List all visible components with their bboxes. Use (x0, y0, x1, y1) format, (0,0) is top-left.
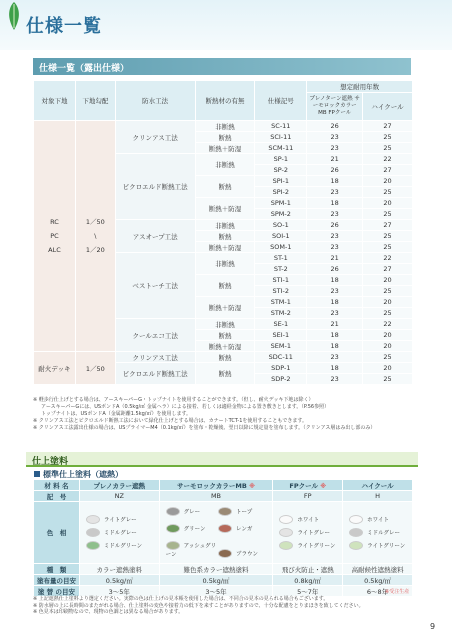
swatch (218, 549, 270, 558)
page-header (0, 0, 452, 50)
swatch-cell-3 (343, 502, 413, 564)
color-swatch-icon (349, 515, 363, 524)
color-swatch-icon (349, 541, 363, 550)
swatch-cell-0 (79, 502, 159, 564)
method-cell: ビクロエルド断熱工法 (115, 363, 195, 385)
row-label-amount: 塗布量の目安 (34, 575, 80, 586)
swatch-label: ホワイト (297, 517, 320, 524)
life-cell-a: 18 (307, 330, 363, 341)
paint-amount-1: 0.5kg/㎡ (159, 575, 273, 586)
paint-code-0: NZ (79, 491, 159, 502)
insulation-cell: 断熱＋防湿 (195, 198, 255, 220)
spec-table (33, 80, 413, 385)
code-cell: SCI-11 (255, 132, 307, 143)
header-col1: プレノターン遮熱 サーモロックカラーMB FPクール (307, 92, 363, 120)
code-cell: SPM-2 (255, 209, 307, 220)
page-number: 9 (430, 622, 436, 631)
square-bullet-icon (34, 471, 40, 477)
paint-amount-0: 0.5kg/㎡ (79, 575, 159, 586)
paint-kind-0: カラー遮熱塗料 (79, 564, 159, 575)
paint-kind-1: 難色系カラー遮熱塗料 (159, 564, 273, 575)
swatch-label: ライトグレー (297, 530, 331, 537)
life-cell-b: 25 (363, 308, 413, 319)
table-row (34, 352, 413, 363)
header-col2: ハイクール (363, 92, 413, 120)
note-line: ※ 上記遮熱仕上塗料より選定ください。実際の色は仕上げの見本帳を使用した場合は、不同合の見本の見られる場合もございます。 (33, 596, 329, 602)
insulation-cell: 断熱 (195, 275, 255, 297)
swatch (349, 528, 410, 537)
life-cell-b: 25 (363, 187, 413, 198)
slope-label: 1／20 (85, 246, 105, 254)
insulation-cell: 断熱 (195, 352, 255, 363)
page-title: 仕様一覧 (26, 16, 102, 37)
swatch-label: ミドルグレー (103, 530, 137, 537)
life-cell-a: 18 (307, 341, 363, 352)
life-cell-b: 25 (363, 231, 413, 242)
code-cell: SP-2 (255, 165, 307, 176)
paint-name-3: ハイクール (343, 480, 413, 491)
swatch (349, 515, 410, 524)
code-cell: SE-1 (255, 319, 307, 330)
life-cell-a: 21 (307, 154, 363, 165)
life-cell-a: 18 (307, 297, 363, 308)
life-cell-b: 20 (363, 341, 413, 352)
paint-name-0: プレノカラー遮熱 (79, 480, 159, 491)
row-label-color: 色 相 (34, 502, 80, 564)
slope-cell: 1／50 (75, 352, 115, 385)
life-cell-b: 25 (363, 374, 413, 385)
paint-interval-0: 3〜5年 (79, 586, 159, 597)
swatch-cell-1 (159, 502, 273, 564)
insulation-cell: 断熱 (195, 330, 255, 341)
code-cell: SPM-1 (255, 198, 307, 209)
life-cell-a: 26 (307, 264, 363, 275)
life-cell-b: 20 (363, 176, 413, 187)
color-swatch-icon (166, 541, 180, 550)
slope-cell (75, 121, 115, 352)
swatch (279, 541, 340, 550)
life-cell-b: 20 (363, 330, 413, 341)
life-cell-a: 26 (307, 121, 363, 132)
paint-name-2: FPクール ※ (273, 480, 343, 491)
life-cell-b: 20 (363, 198, 413, 209)
note-line: ※ クリンアス工法とビクロエルド断熱工法において緑化仕上げとする場合は、カナートTCT-1を使用することもできます。 (33, 418, 308, 424)
swatch-label: ホワイト (367, 517, 389, 524)
life-cell-b: 20 (363, 363, 413, 374)
insulation-cell: 非断熱 (195, 220, 255, 231)
color-swatch-icon (218, 549, 232, 558)
paint-code-3: H (343, 491, 413, 502)
method-cell: ビクロエルド断熱工法 (115, 154, 195, 220)
color-swatch-icon (218, 507, 232, 516)
color-swatch-icon (86, 528, 100, 537)
paint-kind-2: 飛び火防止・遮熱 (273, 564, 343, 575)
life-cell-b: 25 (363, 132, 413, 143)
substrate-label: RC (50, 218, 59, 226)
life-cell-a: 21 (307, 253, 363, 264)
row-label-name: 材 料 名 (34, 480, 80, 491)
insulation-cell: 断熱 (195, 176, 255, 198)
color-swatch-icon (86, 541, 100, 550)
code-cell: SDC-11 (255, 352, 307, 363)
swatch-label: グレー (183, 509, 201, 516)
life-cell-a: 18 (307, 176, 363, 187)
paint-code-2: FP (273, 491, 343, 502)
color-swatch-icon (218, 524, 232, 533)
swatch (166, 541, 218, 558)
section-title-spec: 仕様一覧（露出仕様） (33, 58, 411, 75)
life-cell-a: 23 (307, 242, 363, 253)
note-line: ※ クリンアス工法露出仕様の場合は、USプライマーM4（0.1kg/㎡）を塗布・乾燥後、翌日以降に規定量を塗布します。（クリンアス層はみ出し部のみ） (33, 425, 376, 431)
header-code: 仕様記号 (255, 81, 307, 121)
paint-amount-3: 0.5kg/㎡ (343, 575, 413, 586)
life-cell-a: 18 (307, 198, 363, 209)
life-cell-b: 25 (363, 242, 413, 253)
swatch-label: ライトグレー (103, 517, 137, 524)
life-cell-b: 20 (363, 275, 413, 286)
code-cell: SOI-1 (255, 231, 307, 242)
paint-notes (33, 596, 418, 616)
insulation-cell: 非断熱 (195, 253, 255, 275)
method-cell: アスオープ工法 (115, 220, 195, 253)
swatch (86, 541, 157, 550)
code-cell: SP-1 (255, 154, 307, 165)
note-line: ※ 防水層の上に長時間のまたがれる場合、仕上塗料の変色や接着力の低下を来すことがありますので、十分な配慮をとりまほきを致してください。 (33, 602, 364, 609)
swatch-label: ブラウン (235, 551, 258, 558)
code-cell: STI-1 (255, 275, 307, 286)
row-label-interval: 塗 替 の目安 (34, 586, 80, 597)
code-cell: SOM-1 (255, 242, 307, 253)
life-cell-b: 27 (363, 121, 413, 132)
code-cell: ST-2 (255, 264, 307, 275)
swatch-label: ミドルグリーン (103, 543, 143, 550)
code-cell: SEI-1 (255, 330, 307, 341)
swatch-label: アッシュグリーン (165, 543, 217, 558)
code-cell: ST-1 (255, 253, 307, 264)
life-cell-b: 22 (363, 319, 413, 330)
made-to-order-note: ※受注生産 (385, 589, 410, 595)
color-swatch-icon (279, 515, 293, 524)
method-cell: クールエコ工法 (115, 319, 195, 352)
header-life-group: 想定耐用年数 (307, 81, 413, 93)
note-line: アースキーパーGには、USボンドA（0.5kg/㎡ 金属ヘラ）による接着、若しくは適経金物による置き敷きとします。（P.56参照） (41, 404, 330, 410)
swatch (166, 507, 218, 516)
note-line: トップナイトは、USボンドA（金属距離1.5kg/㎡）を使用します。 (41, 411, 192, 417)
life-cell-b: 27 (363, 165, 413, 176)
paint-interval-3: 6〜8年 (343, 586, 413, 597)
life-cell-a: 26 (307, 220, 363, 231)
paint-amount-2: 0.8kg/㎡ (273, 575, 343, 586)
insulation-cell: 非断熱 (195, 154, 255, 176)
code-cell: STI-2 (255, 286, 307, 297)
insulation-cell: 断熱 (195, 132, 255, 143)
life-cell-b: 25 (363, 209, 413, 220)
substrate-cell: 耐火デッキ (34, 352, 76, 385)
code-cell: SEM-1 (255, 341, 307, 352)
swatch-label: グリーン (183, 526, 206, 533)
slope-label: 1／50 (85, 218, 105, 226)
slope-label: \ (94, 232, 97, 240)
life-cell-b: 25 (363, 143, 413, 154)
swatch (349, 541, 410, 550)
header-substrate: 対象下地 (34, 81, 76, 121)
insulation-cell: 非断熱 (195, 319, 255, 330)
row-label-code: 記 号 (34, 491, 80, 502)
code-cell: SPI-2 (255, 187, 307, 198)
color-swatch-icon (279, 528, 293, 537)
color-swatch-icon (166, 524, 180, 533)
substrate-label: ALC (48, 246, 61, 254)
color-swatch-icon (86, 515, 100, 524)
swatch-cell-2 (273, 502, 343, 564)
life-cell-a: 23 (307, 374, 363, 385)
swatch (279, 528, 340, 537)
swatch (86, 515, 157, 524)
swatch-label: ライトグリーン (297, 543, 336, 550)
code-cell: SO-1 (255, 220, 307, 231)
swatch (166, 524, 218, 533)
spec-notes (33, 397, 413, 432)
life-cell-b: 22 (363, 253, 413, 264)
header-method: 防水工法 (115, 81, 195, 121)
header-insulation: 断熱材の有無 (195, 81, 255, 121)
paint-subtitle-text: 標準仕上塗料（遮熱） (43, 470, 123, 479)
substrate-cell (34, 121, 76, 352)
paint-name-1: サーモロックカラーMB ※ (159, 480, 273, 491)
life-cell-b: 25 (363, 286, 413, 297)
paint-interval-1: 3〜5年 (159, 586, 273, 597)
code-cell: STM-2 (255, 308, 307, 319)
table-row (34, 121, 413, 132)
color-swatch-icon (349, 528, 363, 537)
method-cell: クリンアス工法 (115, 121, 195, 154)
header-slope: 下地勾配 (75, 81, 115, 121)
insulation-cell: 断熱 (195, 363, 255, 385)
life-cell-a: 23 (307, 187, 363, 198)
code-cell: STM-1 (255, 297, 307, 308)
insulation-cell: 断熱 (195, 231, 255, 242)
code-cell: SDP-1 (255, 363, 307, 374)
life-cell-a: 18 (307, 363, 363, 374)
swatch (86, 528, 157, 537)
swatch-label: レンガ (235, 526, 253, 533)
life-cell-b: 27 (363, 264, 413, 275)
swatch-label: トープ (235, 509, 253, 516)
life-cell-b: 20 (363, 297, 413, 308)
leaf-icon (6, 2, 22, 30)
method-cell: クリンアス工法 (115, 352, 195, 363)
life-cell-b: 22 (363, 154, 413, 165)
life-cell-a: 23 (307, 308, 363, 319)
life-cell-a: 23 (307, 132, 363, 143)
paint-kind-3: 高耐候性遮熱塗料 (343, 564, 413, 575)
life-cell-a: 23 (307, 286, 363, 297)
method-cell: ベストーチ工法 (115, 253, 195, 319)
code-cell: SC-11 (255, 121, 307, 132)
life-cell-a: 18 (307, 275, 363, 286)
life-cell-a: 21 (307, 319, 363, 330)
life-cell-a: 23 (307, 352, 363, 363)
color-swatch-icon (279, 541, 293, 550)
life-cell-b: 27 (363, 220, 413, 231)
life-cell-a: 26 (307, 165, 363, 176)
swatch (218, 524, 270, 533)
insulation-cell: 非断熱 (195, 121, 255, 132)
note-line: ※ 色見本は印刷物なので、現物の色調とは異なる場合があります。 (33, 609, 184, 615)
swatch-label: ミドルグレー (367, 530, 401, 537)
paint-interval-2: 5〜7年 (273, 586, 343, 597)
swatch (218, 507, 270, 516)
life-cell-a: 23 (307, 143, 363, 154)
insulation-cell: 断熱＋防湿 (195, 143, 255, 154)
code-cell: SPI-1 (255, 176, 307, 187)
swatch (279, 515, 340, 524)
life-cell-a: 23 (307, 209, 363, 220)
insulation-cell: 断熱＋防湿 (195, 297, 255, 319)
life-cell-b: 25 (363, 352, 413, 363)
insulation-cell: 断熱＋防湿 (195, 341, 255, 352)
paint-code-1: MB (159, 491, 273, 502)
code-cell: SDP-2 (255, 374, 307, 385)
paint-table (33, 479, 413, 597)
substrate-label: PC (50, 232, 59, 240)
color-swatch-icon (166, 507, 180, 516)
row-label-kind: 種 類 (34, 564, 80, 575)
insulation-cell: 断熱＋防湿 (195, 242, 255, 253)
note-line: ※ 軽歩行仕上げとする場合は、アースキーパーG・トップナイトを使用することができます。（但し、耐火デッキ下地は除く） (33, 397, 314, 403)
section-title-paint: 仕上塗料 (26, 452, 418, 467)
life-cell-a: 23 (307, 231, 363, 242)
code-cell: SCM-11 (255, 143, 307, 154)
swatch-label: ライトグリーン (367, 543, 406, 550)
